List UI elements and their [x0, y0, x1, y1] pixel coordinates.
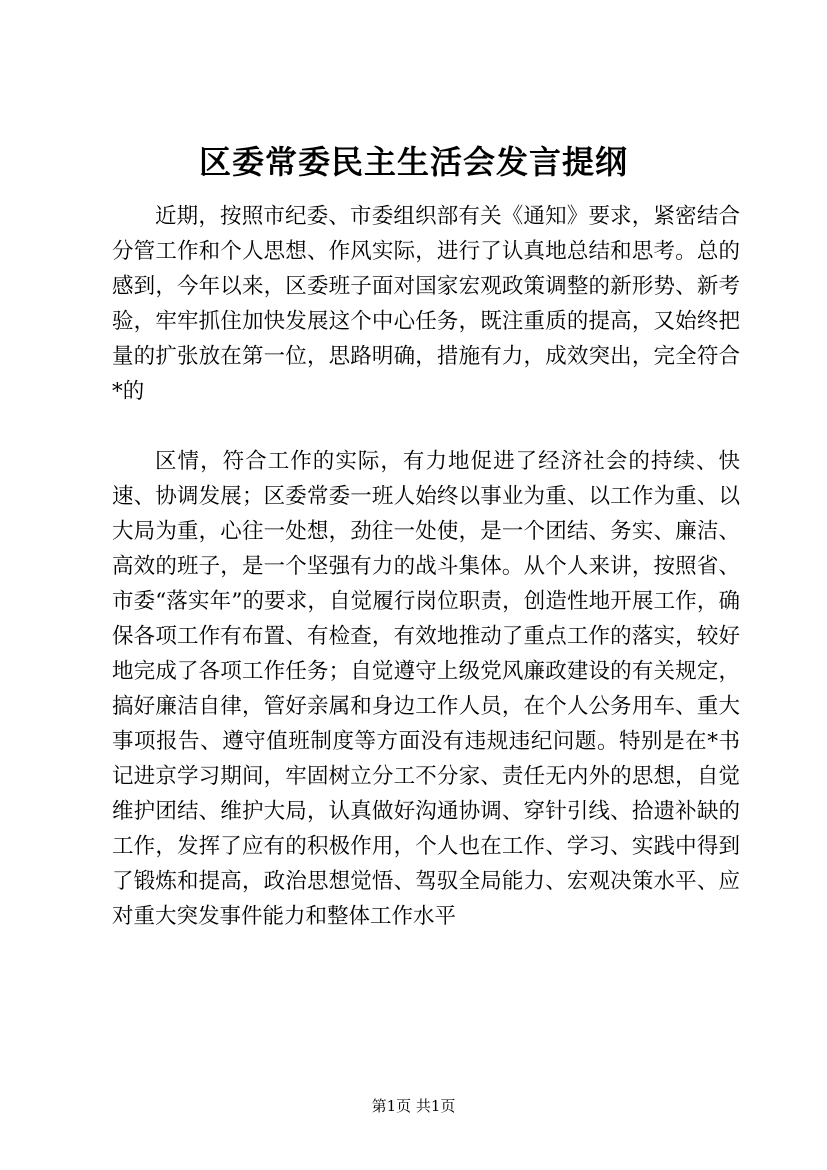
document-title: 区委常委民主生活会发言提纲 — [198, 143, 628, 181]
paragraph-2: 区情，符合工作的实际，有力地促进了经济社会的持续、快速、协调发展；区委常委一班人始终以事业为重、以工作为重、以大局为重，心往一处想，劲往一处使，是一个团结、务实、廉洁、高效的班子，是一个坚强有力的战斗集体。从个人来讲，按照省、市委“落实年”的要求，自觉履行岗位职责，创造性地开展工作，确保各项工作有布置、有检查，有效地推动了重点工作的落实，较好地完成了各项工作任务；自觉遵守上级党风廉政建设的有关规定，搞好廉洁自律，管好亲属和身边工作人员，在个人公务用车、重大事项报告、遵守值班制度等方面没有违规违纪问题。特别是在*书记进京学习期间，牢固树立分工不分家、责任无内外的思想，自觉维护团结、维护大局，认真做好沟通协调、穿针引线、拾遗补缺的工作，发挥了应有的积极作用，个人也在工作、学习、实践中得到了锻炼和提高，政治思想觉悟、驾驭全局能力、宏观决策水平、应对重大突发事件能力和整体工作水平 — [112, 449, 740, 929]
paragraph-1: 近期，按照市纪委、市委组织部有关《通知》要求，紧密结合分管工作和个人思想、作风实际，进行了认真地总结和思考。总的感到，今年以来，区委班子面对国家宏观政策调整的新形势、新考验，牢牢抓住加快发展这个中心任务，既注重质的提高，又始终把量的扩张放在第一位，思路明确，措施有力，成效突出，完全符合*的 — [112, 204, 740, 404]
page-number-footer: 第1页 共1页 — [371, 1097, 456, 1115]
